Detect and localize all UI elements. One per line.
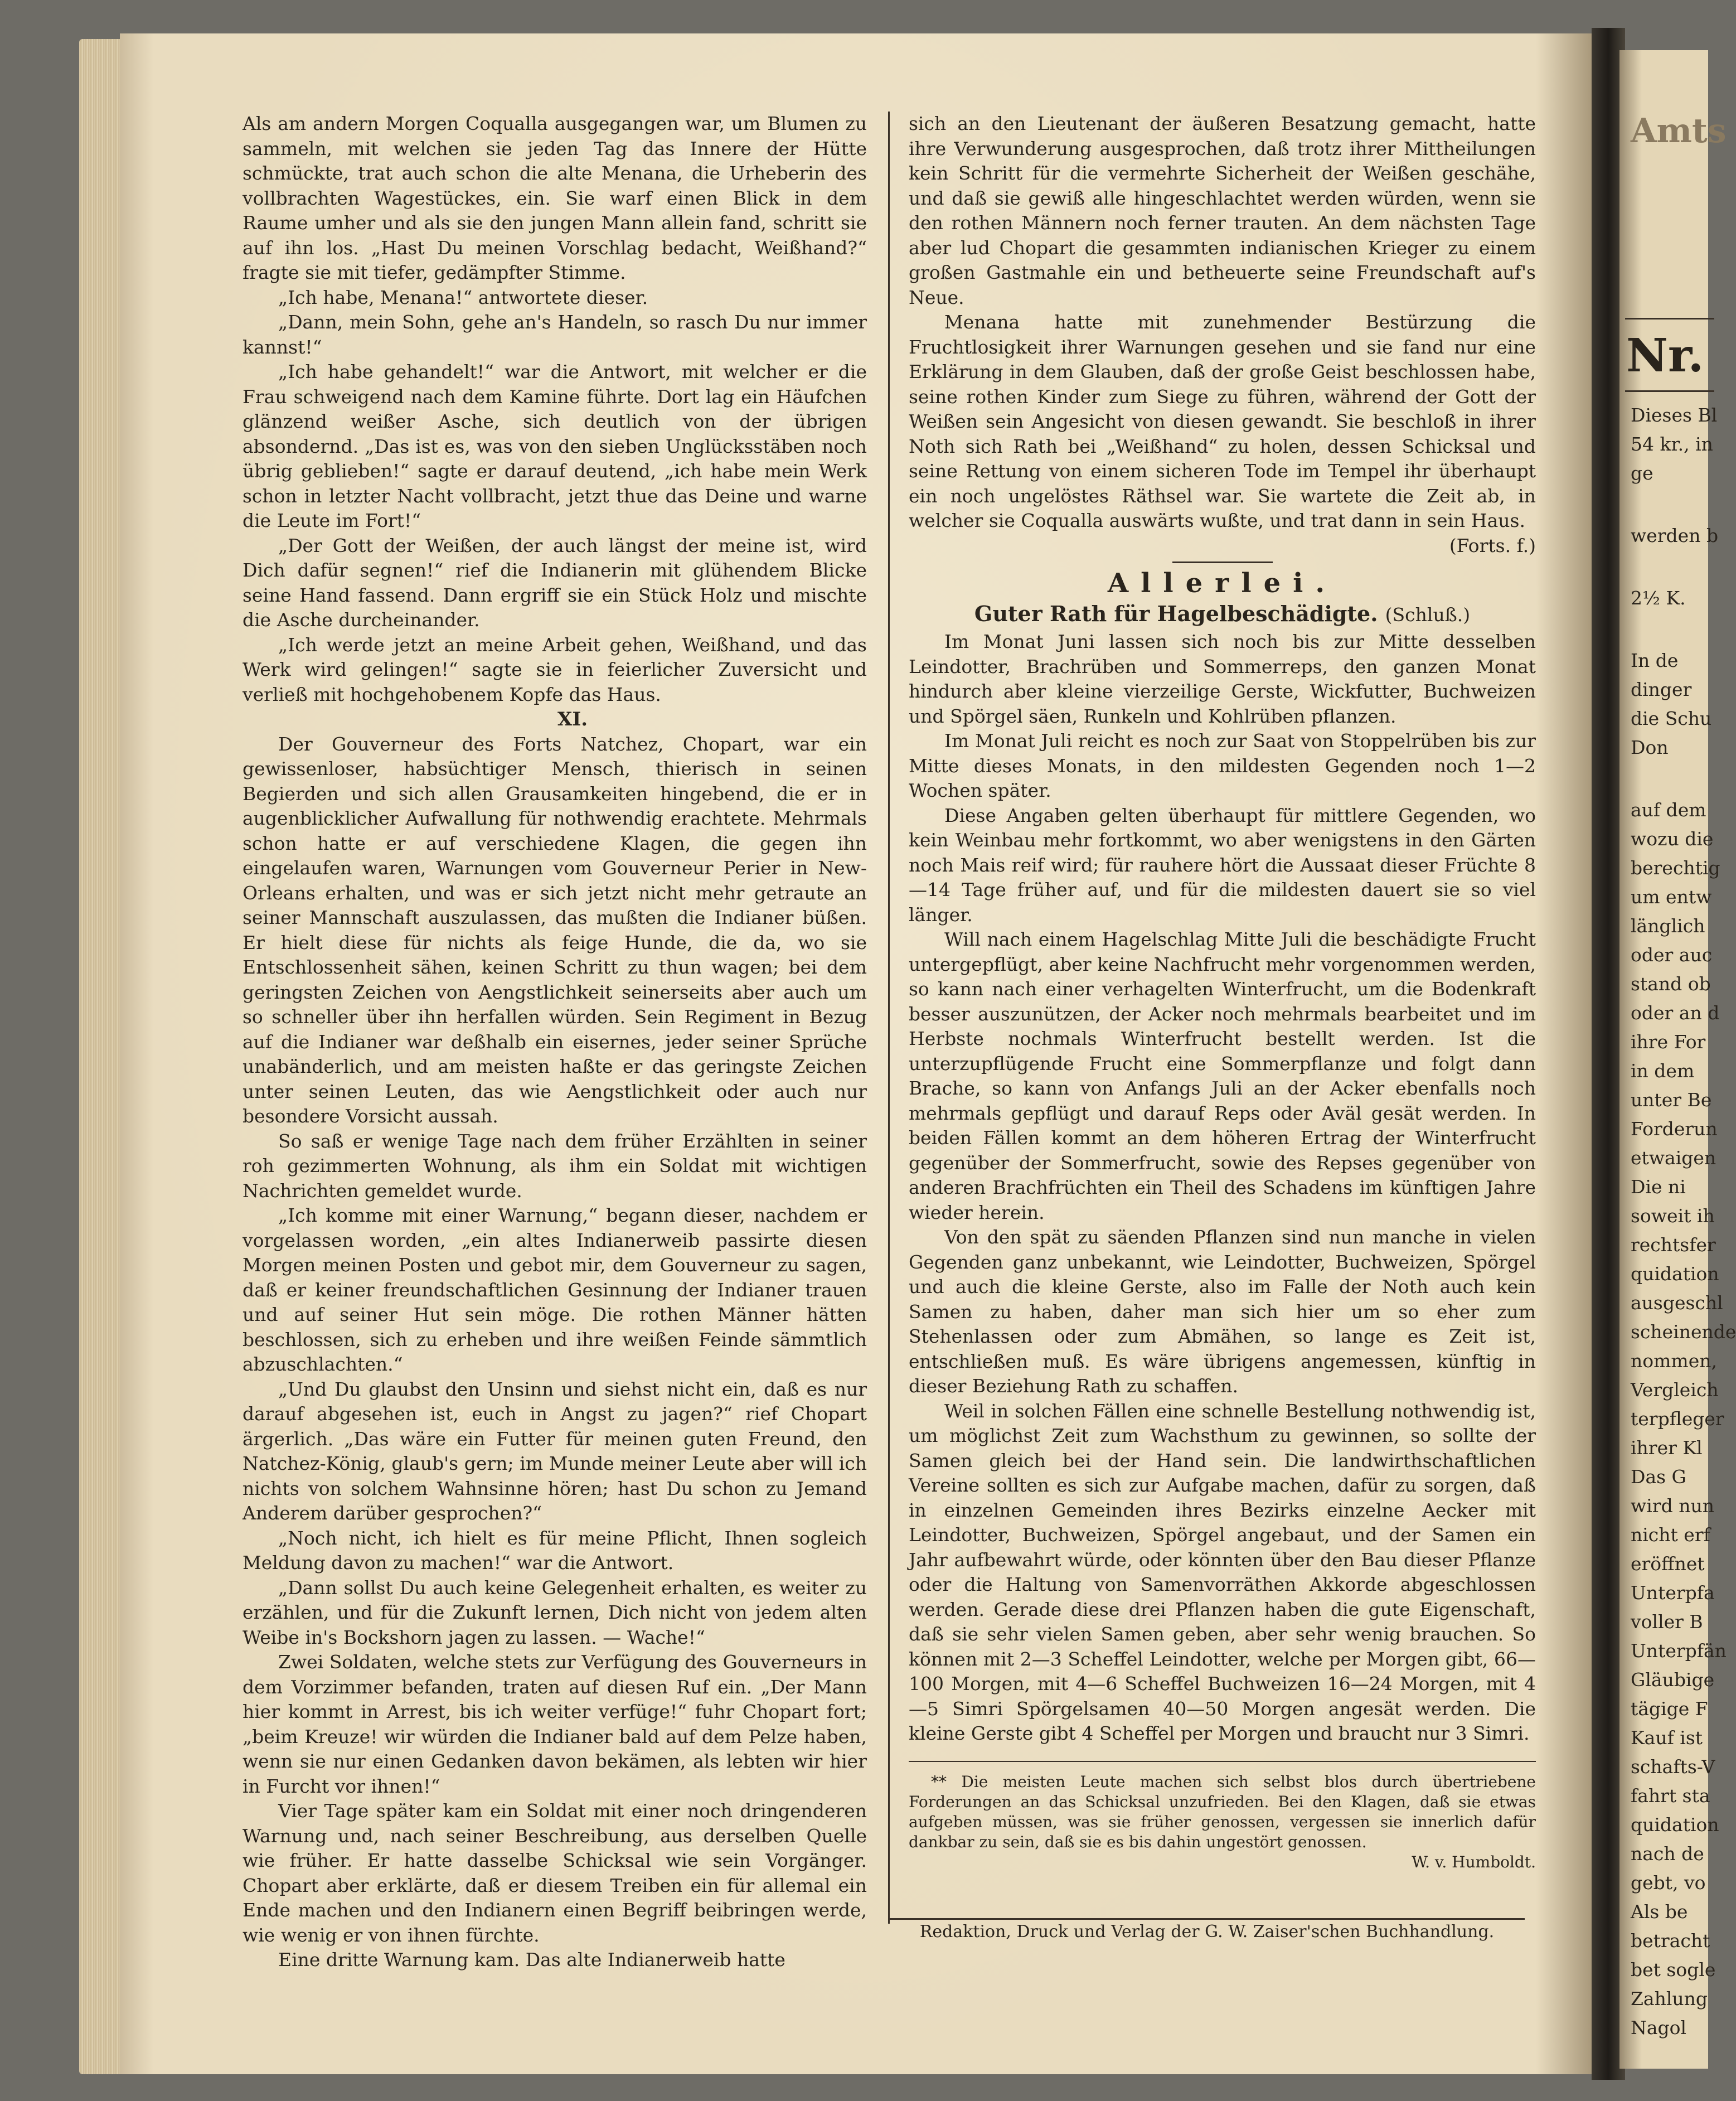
next-page-line: fahrt sta [1631, 1785, 1710, 1807]
next-page-line: gebt, vo [1631, 1872, 1706, 1894]
next-page-line: stand ob [1631, 973, 1711, 995]
next-page-line: berechtig [1631, 857, 1720, 879]
next-page-line: Kauf ist [1631, 1727, 1703, 1749]
paragraph: „Ich werde jetzt an meine Arbeit gehen, Weißhand, und das Werk wird gelingen!“ sagte sie in feierlicher Zuversicht und verließ mit hochgehobenem Kopfe das Haus. [243, 633, 867, 705]
next-page-line: Als be [1631, 1901, 1688, 1923]
next-page-top-fragment: Amts [1631, 112, 1727, 151]
next-page-line: wozu die [1631, 828, 1714, 850]
next-page-fragment [1619, 50, 1736, 2069]
column-divider [888, 112, 890, 1924]
next-page-line: ge [1631, 462, 1653, 484]
next-page-line: Nagol [1631, 2017, 1687, 2039]
paragraph: Eine dritte Warnung kam. Das alte Indianerweib hatte [278, 1949, 785, 1971]
next-page-line: Unterpfa [1631, 1582, 1715, 1604]
paragraph: „Noch nicht, ich hielt es für meine Pflicht, Ihnen sogleich Meldung davon zu machen!“ war die Antwort. [243, 1527, 867, 1574]
next-page-line: auf dem [1631, 799, 1706, 821]
article-title-text: Guter Rath für Hagelbeschädigte. [974, 601, 1378, 626]
footnote-text: ** Die meisten Leute machen sich selbst blos durch übertriebene Forderungen an das Schicksal unzufrieden. Bei den Klagen, daß sie etwas aufgeben müssen, was sie früher genossen, vergessen sie innerlich dafür dankbar zu sein, daß sie es bis dahin ungestört genossen. [909, 1772, 1536, 1851]
paragraph: „Ich habe gehandelt!“ war die Antwort, mit welcher er die Frau schweigend nach dem Kamine führte. Dort lag ein Häufchen glänzend weißer Asche, sich deutlich von der übrigen absondernd. „Das ist es, was von den sieben Unglücksstäben noch übrig geblieben!“ sagte er darauf deutend, „ich habe mein Werk schon in letzter Nacht vollbracht, jetzt thue das Deine und warne die Leute im Fort!“ [243, 361, 867, 531]
paragraph: „Und Du glaubst den Unsinn und siehst nicht ein, daß es nur darauf abgesehen ist, euch in Angst zu jagen?“ rief Chopart ärgerlich. „Das wäre ein Futter für meinen guten Freund, den Natchez-König, glaub's gern; im Munde meiner Leute aber will ich nichts von solchem Wahnsinne hören; hast Du schon zu Jemand Anderem darüber gesprochen?“ [243, 1378, 867, 1524]
paragraph: Als am andern Morgen Coqualla ausgegangen war, um Blumen zu sammeln, mit welchen sie jeden Tag das Innere der Hütte schmückte, trat auch schon die alte Menana, die Urheberin des vollbrachten Wagestückes, ein. Sie warf einen Blick in dem Raume umher und als sie den jungen Mann allein fand, schritt sie auf ihn los. „Hast Du meinen Vorschlag bedacht, Weißhand?“ fragte sie mit tiefer, gedämpfter Stimme. [243, 113, 867, 283]
divider-rule [1172, 561, 1273, 563]
next-page-line: die Schu [1631, 708, 1712, 729]
next-page-rule [1625, 318, 1714, 319]
next-page-line: eröffnet [1631, 1553, 1705, 1575]
article-title-note: (Schluß.) [1385, 603, 1471, 626]
next-page-line: nach de [1631, 1843, 1704, 1865]
footnote-rule [909, 1761, 1536, 1762]
footnote [909, 1772, 1536, 1872]
next-page-line: rechtsfer [1631, 1234, 1716, 1256]
next-page-line: oder auc [1631, 944, 1713, 966]
paragraph: Der Gouverneur des Forts Natchez, Chopart, war ein gewissenloser, habsüchtiger Mensch, thierisch in seinen Begierden und sich allen Grausamkeiten hingebend, die er in augenblicklicher Aufwallung für nothwendig erachtete. Mehrmals schon hatte er auf verschiedene Klagen, die gegen ihn eingelaufen waren, Warnungen vom Gouverneur Perier in New-Orleans erhalten, und was er sich jetzt nicht mehr getraute an seiner Mannschaft auszulassen, das mußten die Indianer büßen. Er hielt diese für nichts als feige Hunde, die da, wo sie Entschlossenheit sähen, keinen Schritt zu thun wagen; bei dem geringsten Zeichen von Aengstlichkeit seinerseits aber auch um so schneller über ihn herfallen würden. Sein Regiment in Bezug auf die Indianer war deßhalb ein eisernes, jeder seiner Sprüche unabänderlich, und am meisten haßte er das geringste Zeichen unter seinen Leuten, das wie Aengstlichkeit oder auch nur besondere Vorsicht aussah. [243, 733, 867, 1127]
paragraph: „Der Gott der Weißen, der auch längst der meine ist, wird Dich dafür segnen!“ rief die Indianerin mit glühendem Blicke seine Hand fassend. Dann ergriff sie ein Stück Holz und mischte die Asche durcheinander. [243, 534, 867, 631]
paragraph: Diese Angaben gelten überhaupt für mittlere Gegenden, wo kein Weinbau mehr fortkommt, wo aber wenigstens in den Gärten noch Mais reif wird; für rauhere hört die Aussaat dieser Früchte 8—14 Tage früher auf, und für die mildesten dauert sie so viel länger. [909, 804, 1536, 926]
next-page-line: 54 kr., in [1631, 433, 1713, 455]
next-page-line: scheinende [1631, 1321, 1736, 1343]
next-page-line: länglich [1631, 915, 1705, 937]
section-title: Allerlei. [1107, 568, 1337, 599]
paragraph: Menana hatte mit zunehmender Bestürzung die Fruchtlosigkeit ihrer Warnungen gesehen und sie fand nur eine Erklärung in dem Glauben, daß der große Geist beschlossen habe, seine rothen Kinder zum Siege zu führen, während der Gott der Weißen sein Angesicht von diesen gewandt. Sie beschloß in ihrer Noth sich Rath bei „Weißhand“ zu holen, dessen Schicksal und seine Rettung von einem sicheren Tode im Tempel ihr überhaupt ein noch ungelöstes Räthsel war. Sie wartete die Zeit ab, in welcher sie Coqualla auswärts wußte, und trat dann in sein Haus. [909, 311, 1536, 531]
next-page-line: schafts-V [1631, 1756, 1715, 1778]
continued-note: (Forts. f.) [1449, 534, 1536, 556]
next-page-line: betracht [1631, 1930, 1710, 1952]
paragraph: Von den spät zu säenden Pflanzen sind nun manche in vielen Gegenden ganz unbekannt, wie Leindotter, Buchweizen, Spörgel und auch die kleine Gerste, also im Falle der Noth auch kein Samen zu haben, daher man sich hier um so eher zum Stehenlassen oder zum Abmähen, so lange es Zeit ist, entschließen muß. Es wäre übrigens angemessen, künftig in dieser Beziehung Rath zu schaffen. [909, 1226, 1536, 1397]
next-page-line: Zahlung [1631, 1988, 1708, 2010]
next-page-number-label: Nr. [1626, 329, 1704, 383]
next-page-line: ihre For [1631, 1031, 1706, 1053]
next-page-line: werden b [1631, 525, 1719, 546]
footnote-author: W. v. Humboldt. [1412, 1852, 1536, 1871]
next-page-line: etwaigen [1631, 1147, 1716, 1169]
left-column [243, 112, 867, 1973]
chapter-number: XI. [557, 708, 588, 730]
next-page-line: Unterpfän [1631, 1640, 1727, 1662]
next-page-line: ihrer Kl [1631, 1437, 1703, 1459]
next-page-line: Dieses Bl [1631, 404, 1718, 426]
next-page-line: Vergleich [1631, 1379, 1719, 1401]
next-page-line: nicht erf [1631, 1524, 1710, 1546]
next-page-line: Gläubige [1631, 1669, 1715, 1691]
paragraph: Im Monat Juni lassen sich noch bis zur Mitte desselben Leindotter, Brachrüben und Sommerreps, den ganzen Monat hindurch aber kleine vierzeilige Gerste, Wickfutter, Buchweizen und Spörgel säen, Runkeln und Kohlrüben pflanzen. [909, 631, 1536, 727]
next-page-line: ausgeschl [1631, 1292, 1723, 1314]
next-page-line: tägige F [1631, 1698, 1708, 1720]
next-page-line: Forderun [1631, 1118, 1718, 1140]
next-page-line: nommen, [1631, 1350, 1717, 1372]
next-page-line: soweit ih [1631, 1205, 1715, 1227]
next-page-line: unter Be [1631, 1089, 1712, 1111]
next-page-line: voller B [1631, 1611, 1703, 1633]
next-page-line: quidation [1631, 1263, 1719, 1285]
paragraph: So saß er wenige Tage nach dem früher Erzählten in seiner roh gezimmerten Wohnung, als ihm ein Soldat mit wichtigen Nachrichten gemeldet wurde. [243, 1130, 867, 1202]
next-page-line: 2½ K. [1631, 587, 1686, 609]
next-page-line: Das G [1631, 1466, 1686, 1488]
imprint: Redaktion, Druck und Verlag der G. W. Zaiser'schen Buchhandlung. [889, 1918, 1525, 1948]
next-page-line: bet sogle [1631, 1959, 1716, 1981]
next-page-rule [1625, 390, 1714, 392]
paragraph: „Dann, mein Sohn, gehe an's Handeln, so rasch Du nur immer kannst!“ [243, 311, 867, 358]
next-page-line: um entw [1631, 886, 1712, 908]
paragraph: Zwei Soldaten, welche stets zur Verfügung des Gouverneurs in dem Vorzimmer befanden, traten auf diesen Ruf ein. „Der Mann hier kommt in Arrest, bis ich weiter verfüge!“ fuhr Chopart fort; „beim Kreuze! wir würden die Indianer bald auf dem Pelze haben, wenn sie nur einen Gedanken davon bekämen, als lebten wir hier in Furcht vor ihnen!“ [243, 1651, 867, 1797]
next-page-line: in dem [1631, 1060, 1695, 1082]
next-page-line: In de [1631, 650, 1679, 671]
right-column [909, 112, 1536, 1872]
article-title [909, 602, 1536, 628]
paragraph: Will nach einem Hagelschlag Mitte Juli die beschädigte Frucht untergepflügt, aber keine Nachfrucht mehr vorgenommen werden, so kann nach einer verhagelten Winterfrucht, um die Bodenkraft besser auszunützen, der Acker noch mehrmals bearbeitet und im Herbste nochmals Winterfrucht bestellt werden. Ist die unterzupflügende Frucht eine Sommerpflanze und folgt dann Brache, so kann von Anfangs Juli an der Acker ebenfalls noch mehrmals gepflügt und darauf Reps oder Aväl gesät werden. In beiden Fällen kommt an dem höheren Ertrag der Winterfrucht gegenüber der Sommerfrucht, sowie des Repses gegenüber von anderen Brachfrüchten ein Theil des Schadens im künftigen Jahre wieder herein. [909, 928, 1536, 1223]
next-page-line: dinger [1631, 679, 1692, 700]
next-page-line: terpfleger [1631, 1408, 1724, 1430]
next-page-line: Die ni [1631, 1176, 1686, 1198]
paragraph: Vier Tage später kam ein Soldat mit einer noch dringenderen Warnung und, nach seiner Beschreibung, aus derselben Quelle wie früher. Er hatte dasselbe Schicksal wie sein Vorgänger. Chopart aber erklärte, daß er diesem Treiben ein für allemal ein Ende machen und den Indianern einen Begriff beibringen werde, wie wenig er von ihnen fürchte. [243, 1800, 867, 1946]
paragraph: „Ich habe, Menana!“ antwortete dieser. [278, 286, 648, 308]
paragraph: Im Monat Juli reicht es noch zur Saat von Stoppelrüben bis zur Mitte dieses Monats, in den mildesten Gegenden noch 1—2 Wochen später. [909, 730, 1536, 801]
next-page-line: Don [1631, 737, 1669, 758]
paragraph: sich an den Lieutenant der äußeren Besatzung gemacht, hatte ihre Verwunderung ausgesprochen, daß trotz ihrer Mittheilungen kein Schritt für die vermehrte Sicherheit der Weißen geschähe, und daß sie gewiß alle hingeschlachtet werden würden, wenn sie den rothen Männern noch ferner trauten. An dem nächsten Tage aber lud Chopart die gesammten indianischen Krieger zu einem großen Gastmahle ein und betheuerte seine Freundschaft auf's Neue. [909, 113, 1536, 308]
next-page-line: oder an d [1631, 1002, 1720, 1024]
paragraph: „Dann sollst Du auch keine Gelegenheit erhalten, es weiter zu erzählen, und für die Zukunft lernen, Dich nicht von jedem alten Weibe in's Bockshorn jagen zu lassen. — Wache!“ [243, 1576, 867, 1648]
paragraph: Weil in solchen Fällen eine schnelle Bestellung nothwendig ist, um möglichst Zeit zum Wachsthum zu gewinnen, so sollte der Samen gleich bei der Hand sein. Die landwirthschaftlichen Vereine sollten es sich zur Aufgabe machen, dafür zu sorgen, daß in einzelnen Gemeinden ihres Bezirks einzelne Aecker mit Leindotter, Buchweizen, Spörgel angebaut, und der Samen ein Jahr aufbewahrt würde, oder könnten über den Bau dieser Pflanze oder die Haltung von Samenvorräthen Akkorde abgeschlossen werden. Gerade diese drei Pflanzen haben die gute Eigenschaft, daß sie sehr vielen Samen geben, aber sehr wenig brauchen. So können mit 2—3 Scheffel Leindotter, welche per Morgen gibt, 66—100 Morgen, mit 4—6 Scheffel Buchweizen 16—24 Morgen, mit 4—5 Simri Spörgelsamen 40—50 Morgen angesät werden. Die kleine Gerste gibt 4 Scheffel per Morgen und braucht nur 3 Simri. [909, 1400, 1536, 1744]
next-page-line: wird nun [1631, 1495, 1714, 1517]
next-page-line: quidation [1631, 1814, 1719, 1836]
paragraph: „Ich komme mit einer Warnung,“ begann dieser, nachdem er vorgelassen worden, „ein altes Indianerweib passirte diesen Morgen meinen Posten und gebot mir, dem Gouverneur zu sagen, daß er keiner freundschaftlichen Gesinnung der Indianer trauen und auf seiner Hut sein möge. Die rothen Männer hätten beschlossen, sich zu erheben und ihre weißen Feinde sämmtlich abzuschlachten.“ [243, 1204, 867, 1375]
